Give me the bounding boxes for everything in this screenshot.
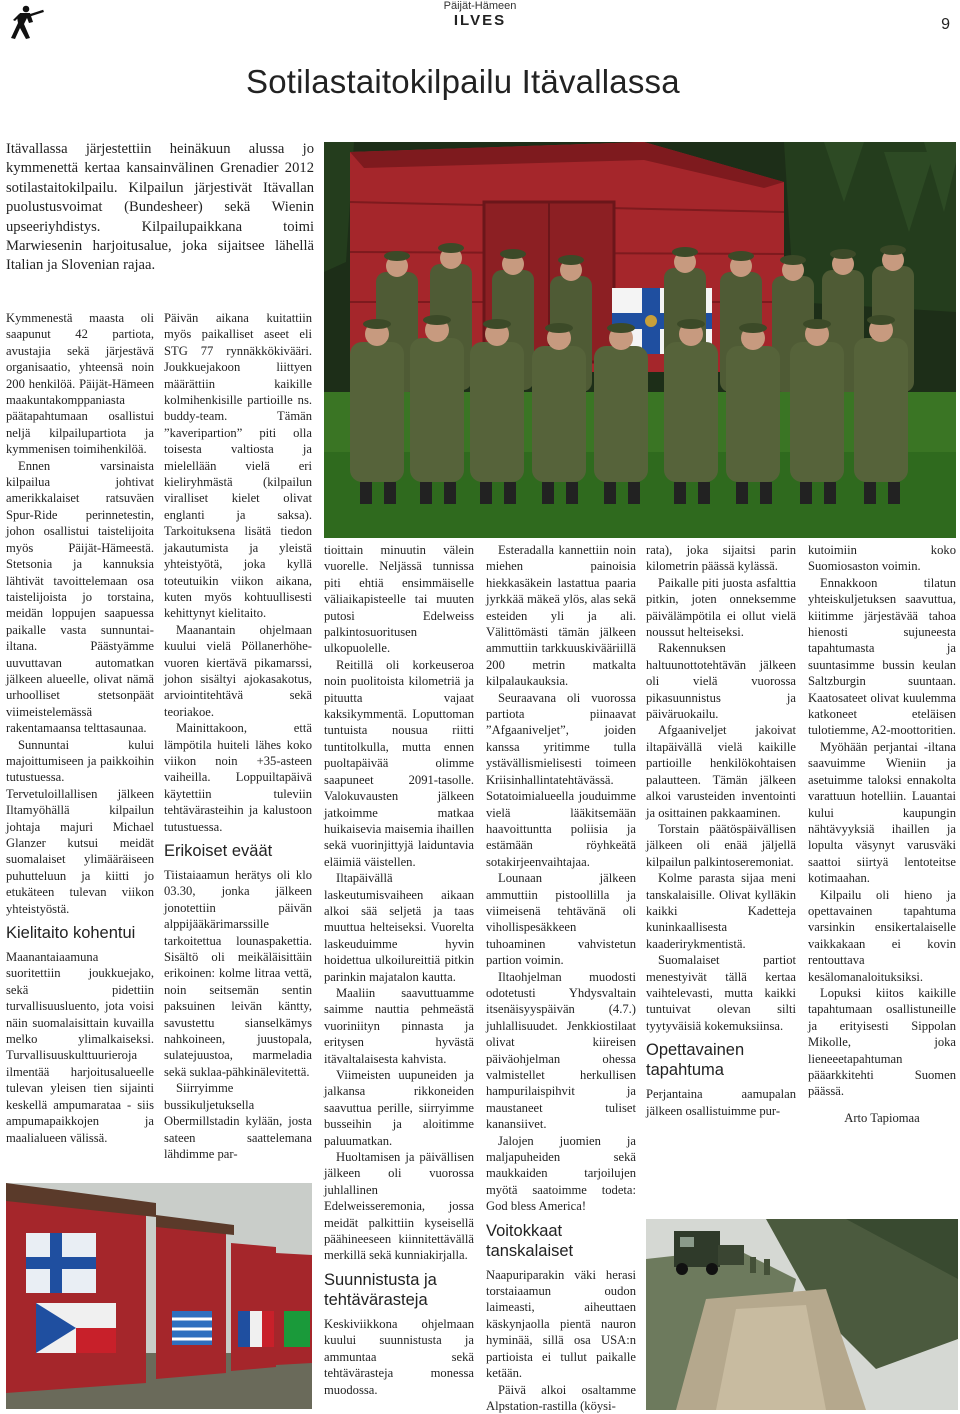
subheading-tanskalaiset: Voitokkaat tanskalaiset	[486, 1221, 574, 1260]
paragraph: Myöhään perjantai -iltana saavuimme Wieniin ja asetuimme taloksi ennakolta varattuun hotelliin. Lauantai kului kaupungin nähtävyyksiä ihaillen ja lopulta väsynyt varusväki saattoi siirtyä lentoteitse kotimaahan.	[808, 739, 956, 886]
paragraph: Maanantain ohjelmaan kuului vielä Pöllanerhöhe-vuoren kiertävä pikamarssi, johon sisältyi ajokasakotus, arviointitehtävä sekä teoriakoe.	[164, 622, 312, 719]
paragraph: Sunnuntai kului majoittumiseen ja paikkoihin tutustuessa. Tervetuloillallisen jälkeen Iltamyöhällä kilpailun johtaja majuri Michael Glanzer kutsui meidät suomalaiset ylimääräiseen puhutteluun ja kiitti jo etukäteen tulevan viikon yhteistyöstä.	[6, 737, 154, 916]
paragraph: Jalojen juomien ja maljapuheiden sekä maukkaiden tarjoilujen myötä saatoimme todeta: God bless America!	[486, 1133, 636, 1214]
paragraph: kutoimiin koko Suomiosaston voimin.	[808, 543, 956, 574]
article-column-5	[646, 542, 796, 1119]
article-column-1	[6, 310, 154, 1146]
photo-huts-with-flags	[6, 1183, 312, 1409]
photo-mountain-road-vehicles	[646, 1219, 958, 1410]
paragraph: Kymmenestä maasta oli saapunut 42 partiota, avustajia sekä järjestävä organisaatio, yhteensä noin 200 henkilöä. Päijät-Hämeen maakuntakomppaniasta päätapahtumaan osallistui neljä kilpailupartiota ja kymmenisen toimihenkilöä.	[6, 311, 154, 457]
paragraph: Iltaohjelman muodosti odotetusti Yhdysvaltain itsenäisyyspäivän (4.7.) juhlallisuudet. Jenkkiostilaat olivat kiireisen päiväohjelman ohessa valmistellet herkullisen hampurilaispihvit ja maustaneet tuliset kanansiivet.	[486, 969, 636, 1132]
article-column-6	[808, 542, 956, 1126]
paragraph: Siirryimme bussikuljetuksella Obermillstadin kylään, josta sateen saattelemana lähdimme par-	[164, 1081, 312, 1161]
paragraph: Lopuksi kiitos kaikille tapahtumaan osallistuneille ja erityisesti Sippolan Mikolle, joka lieneeetapahtuman pääarkkitehti Suomen päässä.	[808, 985, 956, 1099]
paragraph: Huoltamisen ja päivällisen jälkeen oli vuorossa juhlallinen Edelweisseremonia, jossa meidät palkittiin kyseisellä päähineeseen kiinnitettävällä merkillä sekä kunniakirjalla.	[324, 1150, 474, 1263]
publication-name: ILVES	[453, 12, 507, 29]
paragraph: Reitillä oli korkeuseroa noin puolitoista kilometriä ja pituutta vajaat kaksikymmentä. Loputtoman tuntuista nousua riitti tuntitolkulla, mutta ennen puoltapäivää olimme saapuneet 2091-tasolle. Valokuvausten jälkeen jatkoimme matkaa huikaisevia maisemia ihaillen sekä vuorinjittyjä laiduntavia eläimiä väistellen.	[324, 657, 474, 869]
paragraph: Viimeisten uupuneiden ja jalkansa rikkoneiden saavuttua perille, siirryimme busseihin ja aloitimme paluumatkan.	[324, 1068, 474, 1148]
paragraph: Paikalle piti juosta asfalttia pitkin, joten onneksemme päivälämpötila ei ollut vielä noussut helteiseksi.	[646, 575, 796, 640]
paragraph: Kilpailu oli hieno ja opettavainen tapahtuma varsinkin ensikertalaiselle vaikkakaan ei kovin rentouttava kesälomanaloituksiksi.	[808, 887, 956, 984]
paragraph: Ennen varsinaista kilpailua johtivat amerikkalaiset ratsuväen Spur-Ride perinnetestin, johon osallistui taistelijoita myös Päijät-Hämeestä. Stetsonia ja kannuksia lähtivät tavoittelemaan osa taistelijoista jo torstaina, meidän loppujen saapuessa paikalle vasta sunnuntai-iltana. Päästyämme uuvuttavan automatkan jälkeen alueelle, olivat nämä urhoolliset stetsonpäät viimeistelemässä rakentamaansa telttasaunaa.	[6, 458, 154, 736]
paragraph: Rakennuksen haltuunottotehtävän jälkeen oli vielä vuorossa pikasuunnistus ja päiväruokailu.	[646, 641, 796, 722]
paragraph: Suomalaiset partiot menestyivät tällä kertaa vaihtelevasti, mutta kaikki tuntuivat olevan silti tyytyväisiä kokemuksiinsa.	[646, 953, 796, 1033]
paragraph: Maanantaiaamuna suoritettiin joukkuejako, sekä pidettiin turvallisuusluento, jota voisi näin suomalaisittain kuvailla melko ylimalkaiseksi. Turvallisuuskulttuurieroja ilmentää harjoitusalueelle tulevan yleisen tien sijainti keskellä ampumarataa - siis ampumapaikkojen ja maalialueen välissä.	[6, 950, 154, 1145]
article-column-2	[164, 310, 312, 1162]
paragraph: Afgaaniveljet jakoivat iltapäivällä vielä kaikille partioille henkilökohtaisen palautteen. Tämän jälkeen alkoi varusteiden inventointi ja osittainen pakkaaminen.	[646, 723, 796, 820]
page-number: 9	[941, 16, 950, 33]
paragraph: Torstain päätöspäivällisen jälkeen oli enää jäljellä kilpailun palkintoseremoniat.	[646, 821, 796, 869]
paragraph: rata), joka sijaitsi parin kilometrin päässä kylässä.	[646, 543, 796, 574]
paragraph: Mainittakoon, että lämpötila huiteli lähes koko viikon noin +35-asteen vaiheilla. Loppuiltapäivä käytettiin tuleviin tehtävärasteihin ja kalustoon tutustuessa.	[164, 721, 312, 834]
paragraph: Päivän aikana kuitattiin myös paikalliset aseet eli STG 77 rynnäkkökivääri. Joukkuejakoon liittyen määrättiin kaikille kolmihenkisille partioille ns. buddy-team. Tämän ”kaveripartion” piti olla toisesta valtiosta ja mielellään vielä eri kieliryhmästä (kilpailun viralliset kielet olivat englanti ja saksa). Tarkoituksena lisätä tiedon jakautumista ja yleistä yhteistyötä, joka kyllä toteutuikin viikon aikana, kuten myös kohtuullisesti kehittynyt kielitaito.	[164, 311, 312, 621]
paragraph: Kolme parasta sijaa meni tanskalaisille. Olivat kylläkin kaikki Kadetteja kuninkaallisesta kaaderirykmentistä.	[646, 871, 796, 951]
paragraph: Ennakkoon tilatun yhteiskuljetuksen saavuttua, kiitimme järjestävää tahoa hienosti sujuneesta tapahtumasta ja suuntasimme bussin keulan Saltzburgin suuntaan. Kaatosateet olivat kuulemma katkoneet eteläisen tulotiemme, A2-moottoritien.	[808, 575, 956, 738]
paragraph: Esteradalla kannettiin noin miehen painoisia hiekkasäkein lastattua paaria jyrkkää mäkeä ylös, alas sekä esteiden yli ja ali. Välittömästi tämän jälkeen ammuttiin tarkkuuskivääriillä 200 metrin matkalta kilpalaukauksia.	[486, 543, 636, 689]
soldier-silhouette-icon	[8, 4, 46, 40]
subheading-suunnistus: Suunnistusta ja tehtävärasteja	[324, 1270, 437, 1309]
paragraph: Keskiviikkona ohjelmaan kuului suunnistusta ja ammuntaa sekä tehtävärasteja monessa muodossa.	[324, 1316, 474, 1397]
paragraph: Seuraavana oli vuorossa partiota piinaavat ”Afgaaniveljet”, joiden kanssa yritimme tulla ystävällismielisesti toimeen Kriisinhallintatehtävässä. Sotatoimialueella jouduimme vielä lääkitsemään haavoittuntta poliisia ja estämään röyhkeätä sotakirjeenvaihtajaa.	[486, 690, 636, 869]
paragraph: tioittain minuutin välein vuorelle. Neljässä tunnissa piti ehtiä ensimmäiselle väliaikapisteelle tai muuten putosi Edelweiss palkintosuoritusen ulkopuolelle.	[324, 543, 474, 656]
publication-masthead	[395, 0, 565, 29]
article-column-4	[486, 542, 636, 1414]
paragraph: Maaliin saavuttuamme saimme nauttia pehmeästä vuoriniityn pinnasta ja eritysen hyvästä itävaltalaisesta kahvista.	[324, 985, 474, 1066]
author-byline: Arto Tapiomaa	[844, 1110, 920, 1125]
paragraph: Naapuriparakin väki herasi torstaiaamun oudon laimeasti, aiheuttaen käskynjaolla pientä nauron hyminää, sillä osa USA:n partioista ei tullut paikalle ketään.	[486, 1267, 636, 1381]
paragraph: Iltapäivällä laskeutumisvaiheen aikaan alkoi sää seljetä ja taas muuttua helteiseksi. Vuorelta laskeuduimme hyvin hoidettua ulkoilureittiä pitkin parinkin majatalon kautta.	[324, 871, 474, 984]
subheading-opettavainen: Opettavainen tapahtuma	[646, 1041, 745, 1080]
article-lead: Itävallassa järjestettiin heinäkuun alussa jo kymmenettä kertaa kansainvälinen Grenadier 2012 sotilastaitokilpailu. Kilpailun järjestivät Itävallan puolustusvoimat (Bundesheer) sekä Wienin upseeriyhdistys. Kilpailupaikkana toimi Marwiesenin harjoitusalue, joka sijaitsee lähellä Italian ja Slovenian rajaa.	[6, 141, 314, 274]
subheading-evaat: Erikoiset eväät	[164, 842, 273, 860]
paragraph: Lounaan jälkeen ammuttiin pistoollilla ja viimeisenä tehtävänä oli vihollispesäkkeen tuhoaminen vahvistetun partion voimin.	[486, 871, 636, 968]
article-title: Sotilastaitokilpailu Itävallassa	[246, 63, 680, 100]
paragraph: Tiistaiaamun herätys oli klo 03.30, jonka jälkeen jonotettiin päivän alppijääkärimarssille tarkoitettua lounaspakettia. Sisältö oli meikäläisittäin erikoinen: kolme litraa vettä, noin seitsemän sentin paksuinen leivän käntty, savustettu sianselkämys nahkoineen, juustopala, sulatejuustoa, marmeladia sekä suklaa-pähkinälevitettä.	[164, 868, 312, 1079]
paragraph: Perjantaina aamupalan jälkeen osallistuimme pur-	[646, 1087, 796, 1118]
paragraph: Päivä alkoi osaltamme Alpstation-rastilla (köysi-	[486, 1382, 636, 1413]
subheading-kielitaito: Kielitaito kohentui	[6, 924, 136, 943]
article-column-3	[324, 542, 474, 1398]
group-photo-soldiers-with-finnish-flag	[324, 142, 956, 538]
publication-subtitle: Päijät-Hämeen	[443, 0, 517, 12]
